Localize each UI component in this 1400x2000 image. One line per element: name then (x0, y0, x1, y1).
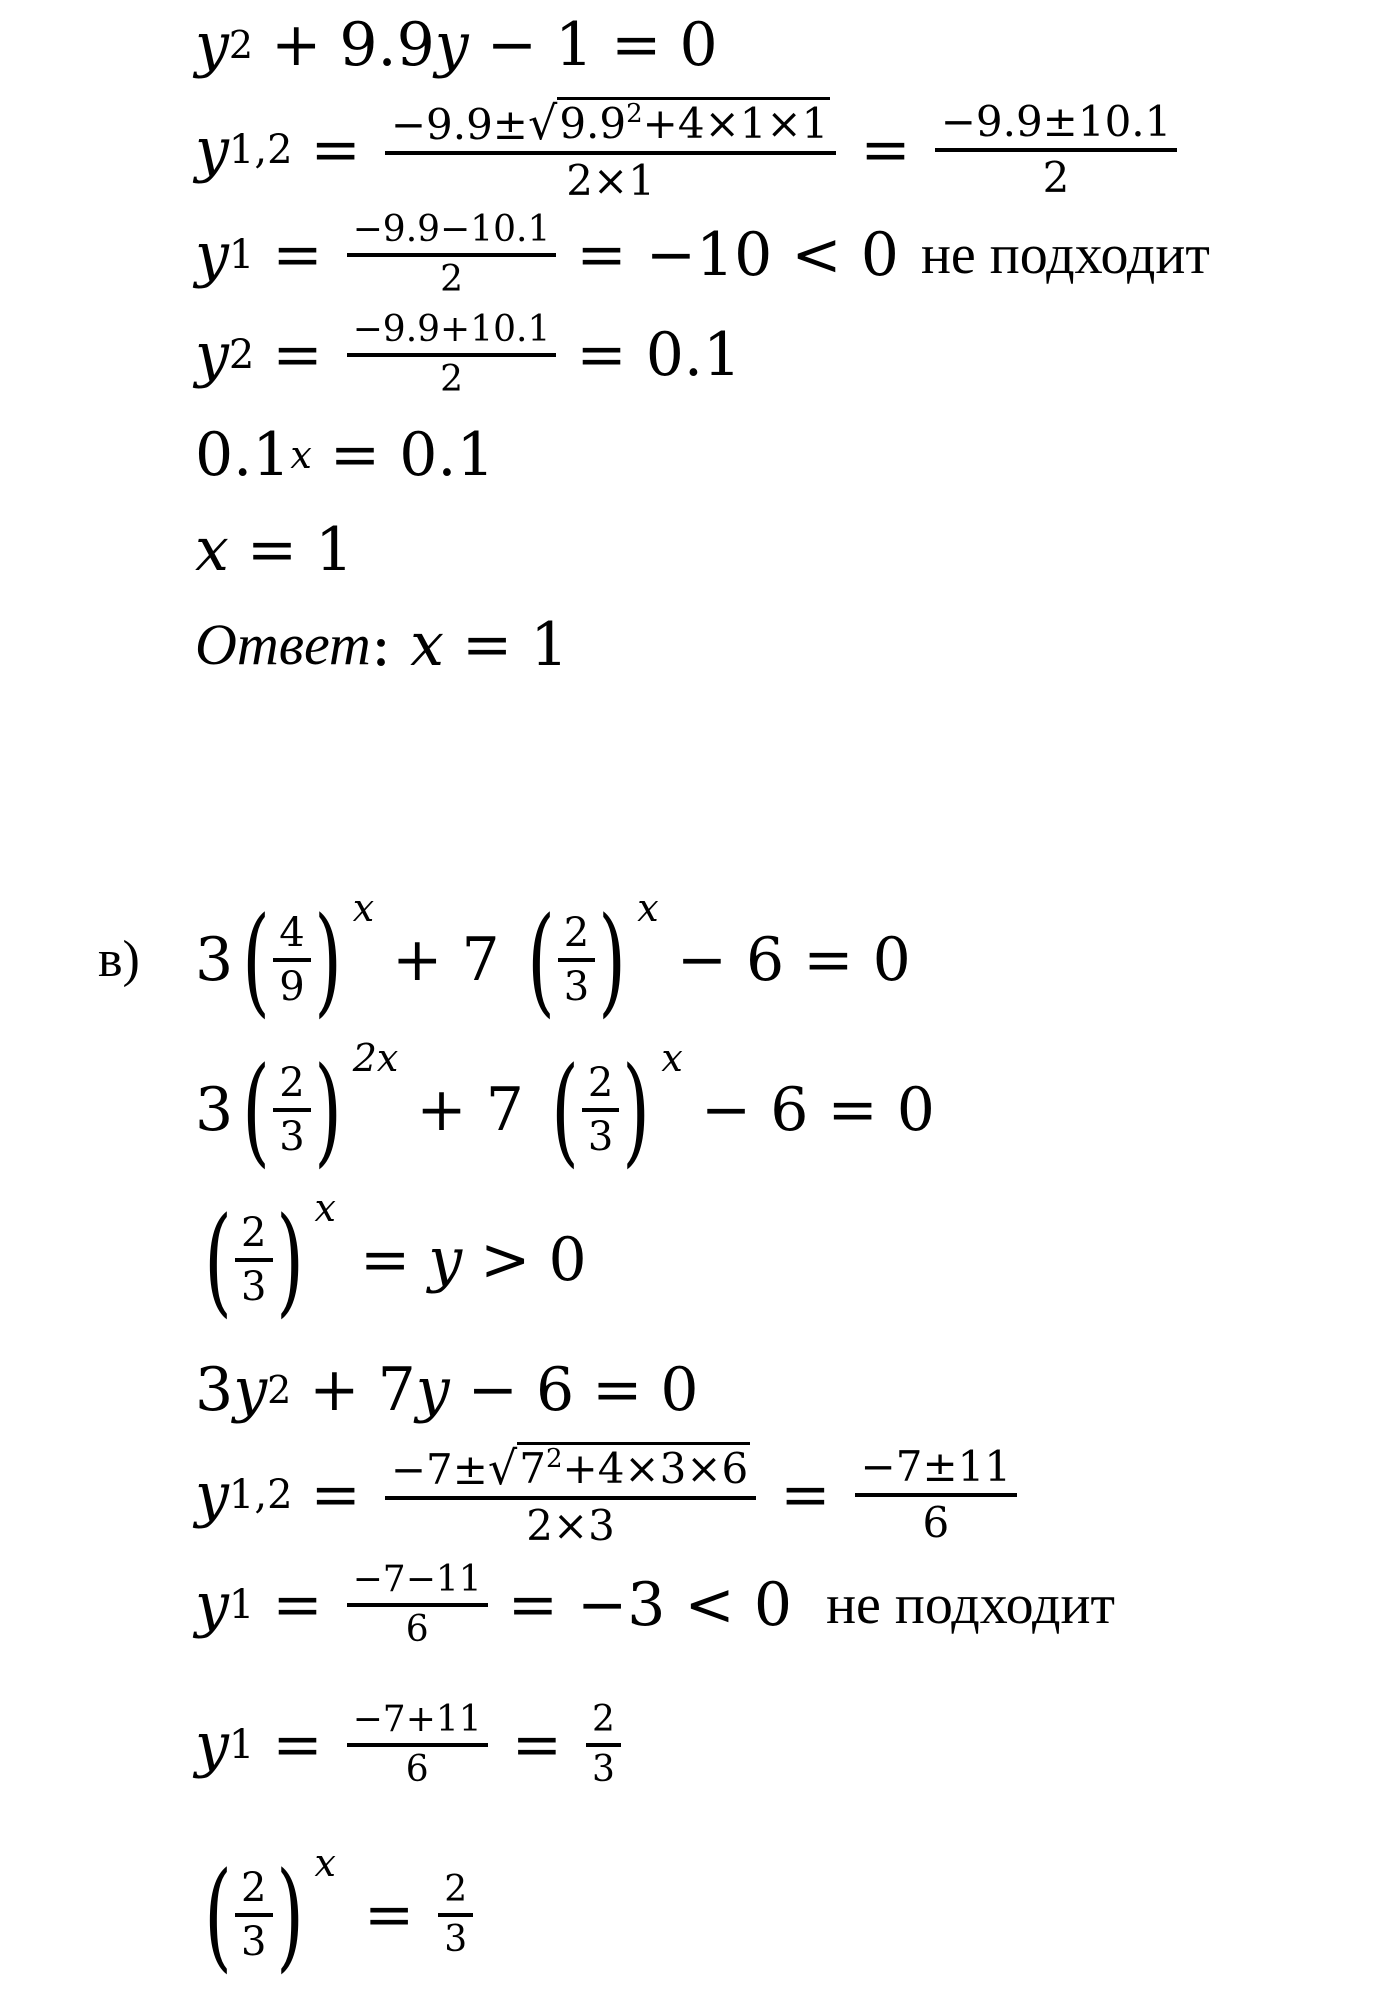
paren-fraction-4-9: ( $\frac{4}{9}$ ) x (242, 886, 375, 1029)
x-solution: x = 1 (195, 515, 354, 585)
answer-label: Ответ (195, 612, 371, 677)
part-v-root-y1: y 1 = $\frac{-7-11}{6}$ = −3 < 0 не подходит (195, 1559, 1115, 1650)
roots-fraction-2-simplified: $\frac{-7\pm 11}{6}$ (855, 1445, 1018, 1545)
root-y1-line: y 1 = $\frac{-9.9-10.1}{2}$ = −10 < 0 не подходит (195, 209, 1210, 300)
part-v-root-y1-valid: y 1 = $\frac{-7+11}{6}$ = $\frac{2}{3}$ (195, 1690, 627, 1800)
root-y2-line: y 2 = $\frac{-9.9+10.1}{2}$ = 0.1 (195, 309, 742, 400)
part-v-equation-1: 3 ( $\frac{4}{9}$ ) x + 7 ( $\frac{2}{3}$ ) x − 6 = 0 (195, 886, 911, 1029)
paren-fraction-2-3-sub: ( $\frac{2}{3}$ ) x (204, 1186, 336, 1329)
roots-fraction-2: −7± √ $7^2+4\times 3\times 6$ 2×3 (385, 1442, 756, 1548)
equation-quadratic-1: y 2 + 9.9 y − 1 = 0 (195, 10, 718, 80)
part-v-quadratic: 3 y 2 + 7 y − 6 = 0 (195, 1355, 699, 1425)
paren-fraction-2-3-a: ( $\frac{2}{3}$ ) 2x (242, 1036, 399, 1179)
paren-fraction-2-3-final: ( $\frac{2}{3}$ ) x (204, 1841, 336, 1984)
paren-fraction-2-3: ( $\frac{2}{3}$ ) x (526, 886, 659, 1029)
answer-line: Ответ : x = 1 (195, 610, 569, 680)
roots-fraction-1-simplified: $\frac{-9.9\pm 10.1}{2}$ (935, 100, 1178, 200)
exponential-equation: 0.1 x = 0.1 (195, 420, 495, 490)
not-suitable-note: не подходит (920, 224, 1210, 286)
root-y2-fraction: $\frac{-9.9+10.1}{2}$ (347, 311, 557, 399)
not-suitable-note-2: не подходит (826, 1574, 1115, 1636)
paren-fraction-2-3-b: ( $\frac{2}{3}$ ) x (551, 1036, 683, 1179)
roots-fraction-1: −9.9± √ $9.9^2+4\times 1\times 1$ 2×1 (385, 97, 837, 203)
substitution-line: ( $\frac{2}{3}$ ) x = y > 0 (195, 1190, 587, 1330)
part-v-equation-2: 3 ( $\frac{2}{3}$ ) 2x + 7 ( $\frac{2}{3}$ ) x − 6 = 0 (195, 1036, 935, 1179)
final-equation: ( $\frac{2}{3}$ ) x = $\frac{2}{3}$ (195, 1845, 479, 1985)
roots-formula-2: y 1,2 = −7± √ $7^2+4\times 3\times 6$ 2×3 = $\frac{-7\pm 11}{6}$ (195, 1440, 1023, 1550)
roots-formula-1: y 1,2 = −9.9± √ $9.9^2+4\times 1\times 1$ 2×1 = $\frac{-9.9\pm 10.1}{2}$ (195, 95, 1183, 205)
root-y1-fraction: $\frac{-9.9-10.1}{2}$ (347, 211, 557, 299)
part-v-label: в) (98, 931, 140, 988)
